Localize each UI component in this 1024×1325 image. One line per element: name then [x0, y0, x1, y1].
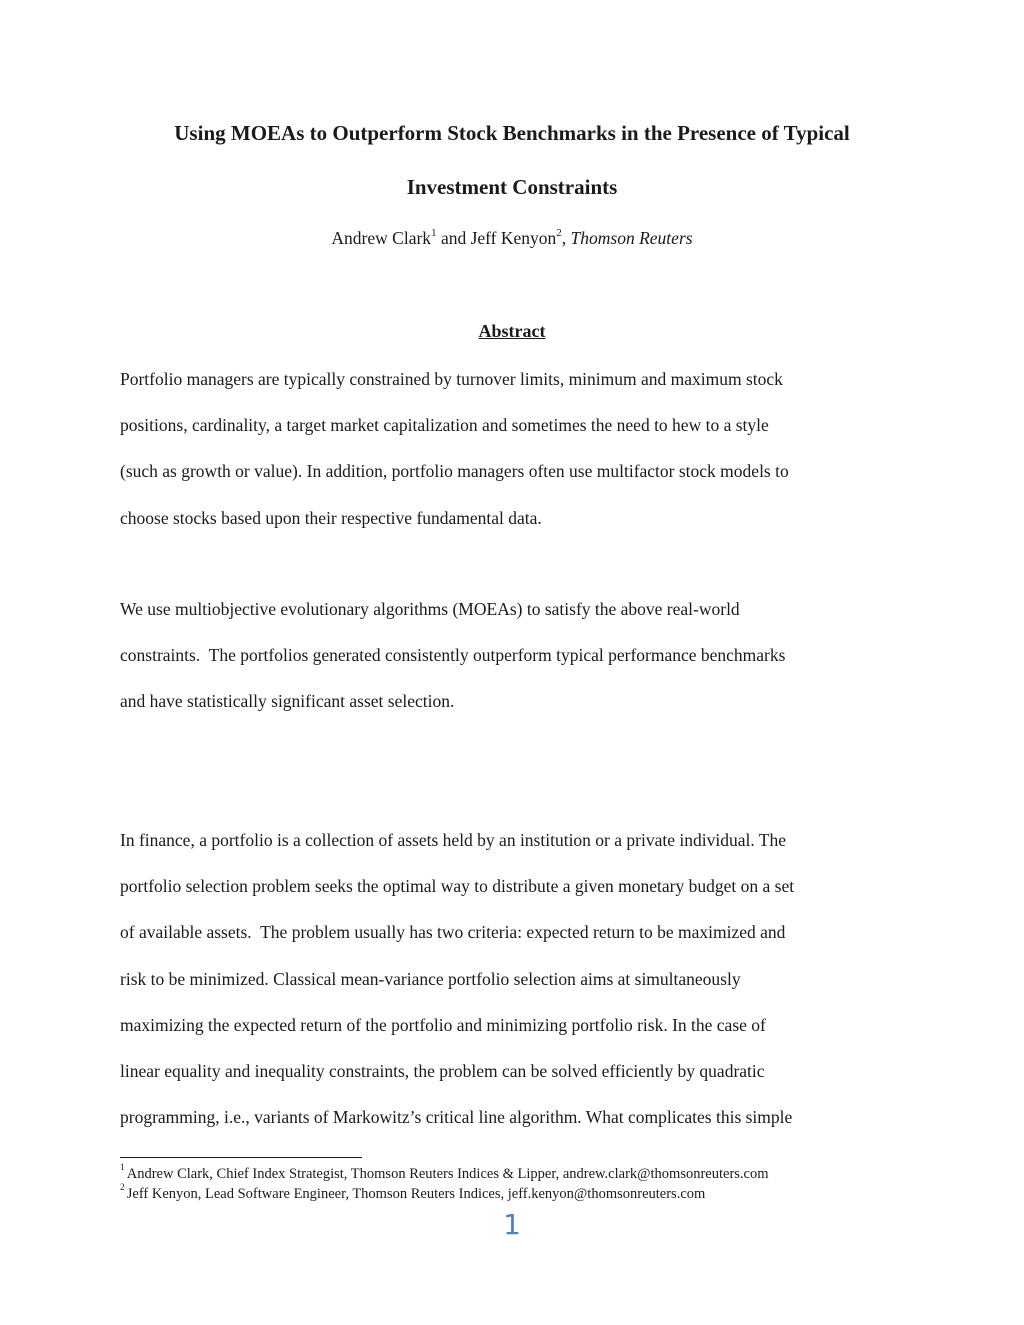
- footnote-1: [120, 1165, 920, 1183]
- text-line: risk to be minimized. Classical mean-variance portfolio selection aims at simultaneously: [120, 968, 741, 989]
- author-line: [0, 228, 1024, 249]
- footnote-separator: [120, 1157, 362, 1158]
- author-2-footnote-mark: 2: [556, 227, 562, 240]
- paper-title-line-1: Using MOEAs to Outperform Stock Benchmarks in the Presence of Typical: [174, 121, 850, 145]
- body-paragraph: [120, 817, 910, 1140]
- author-connector: and: [436, 228, 471, 248]
- author-separator: ,: [561, 228, 571, 248]
- affiliation: Thomson Reuters: [570, 228, 693, 248]
- text-line: portfolio selection problem seeks the optimal way to distribute a given monetary budget on a set: [120, 876, 795, 897]
- page-number: 1: [503, 1208, 521, 1241]
- paper-title-line-2: Investment Constraints: [406, 175, 618, 199]
- text-line: (such as growth or value). In addition, portfolio managers often use multifactor stock models to: [120, 461, 789, 482]
- text-line: and have statistically significant asset selection.: [120, 691, 455, 712]
- text-line: constraints. The portfolios generated consistently outperform typical performance benchmarks: [120, 645, 786, 666]
- text-line: linear equality and inequality constraints, the problem can be solved efficiently by quadratic: [120, 1061, 765, 1082]
- abstract-heading: Abstract: [478, 321, 546, 341]
- footnote-1-mark: 1: [120, 1163, 125, 1173]
- text-line: positions, cardinality, a target market capitalization and sometimes the need to hew to a style: [120, 415, 769, 436]
- abstract-paragraph-1: [120, 356, 910, 541]
- footnote-2-text: Jeff Kenyon, Lead Software Engineer, Thomson Reuters Indices, jeff.kenyon@thomsonreuters.com: [126, 1185, 706, 1202]
- text-line: choose stocks based upon their respective fundamental data.: [120, 507, 542, 528]
- footnote-2: [120, 1185, 920, 1203]
- text-line: In finance, a portfolio is a collection of assets held by an institution or a private individual. The: [120, 830, 786, 850]
- abstract-paragraph-2: [120, 586, 910, 725]
- text-line: Portfolio managers are typically constrained by turnover limits, minimum and maximum stock: [120, 369, 783, 389]
- text-line: maximizing the expected return of the portfolio and minimizing portfolio risk. In the case of: [120, 1014, 766, 1035]
- text-line: We use multiobjective evolutionary algorithms (MOEAs) to satisfy the above real-world: [120, 599, 740, 619]
- text-line: of available assets. The problem usually has two criteria: expected return to be maximized and: [120, 922, 786, 943]
- author-2-name: Jeff Kenyon: [470, 228, 557, 248]
- text-line: programming, i.e., variants of Markowitz’s critical line algorithm. What complicates this simple: [120, 1107, 793, 1128]
- footnote-2-mark: 2: [120, 1183, 125, 1193]
- author-1-name: Andrew Clark: [331, 228, 432, 248]
- author-1-footnote-mark: 1: [431, 227, 437, 240]
- footnote-1-text: Andrew Clark, Chief Index Strategist, Thomson Reuters Indices & Lipper, andrew.clark@thomsonreuters.com: [126, 1165, 769, 1182]
